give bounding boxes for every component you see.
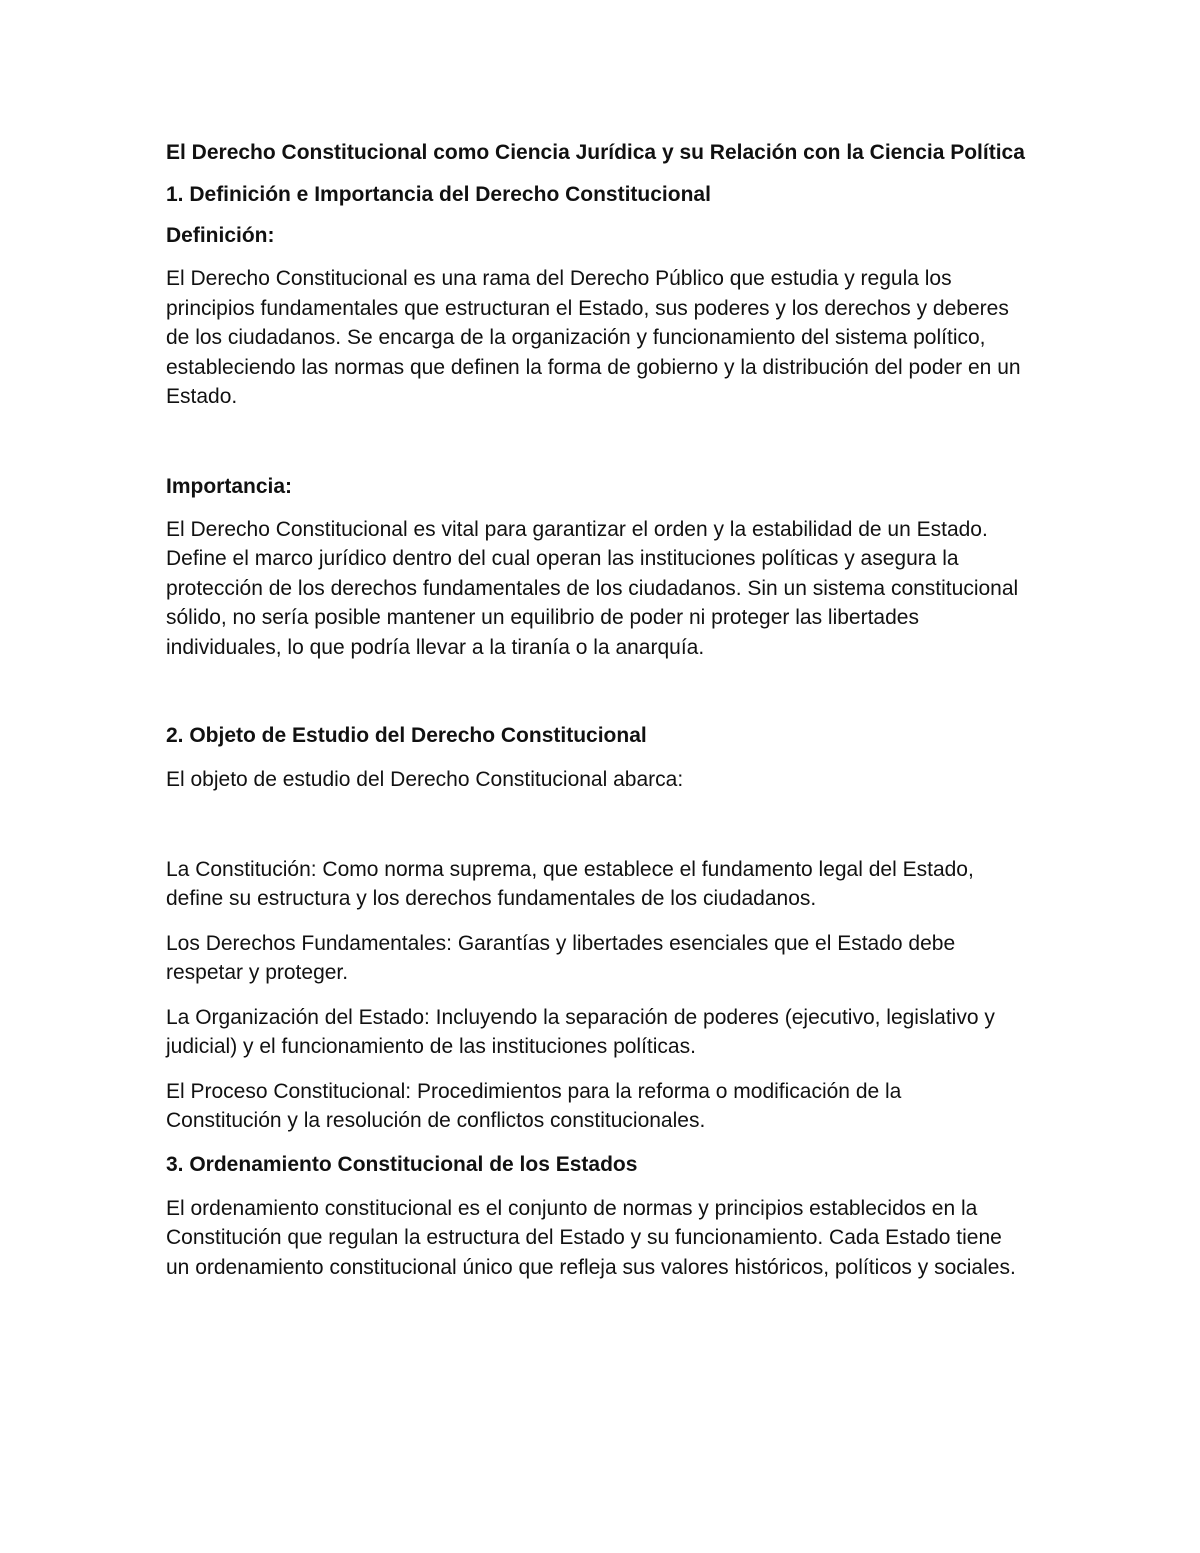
list-item: La Organización del Estado: Incluyendo la separación de poderes (ejecutivo, legislativo y judicial) y el funcionamiento de las instituciones políticas. — [166, 1005, 995, 1058]
definition-label: Definición: — [166, 224, 275, 247]
section-3-paragraph: El ordenamiento constitucional es el conjunto de normas y principios establecidos en la Constitución que regulan la estructura del Estado y su funcionamiento. Cada Estado tiene un ordenamiento constitucional único que refleja sus valores históricos, políticos y sociales. — [166, 1196, 1016, 1279]
importance-label: Importancia: — [166, 474, 293, 498]
document-page — [166, 138, 1046, 1282]
definition-paragraph: El Derecho Constitucional es una rama del Derecho Público que estudia y regula los principios fundamentales que estructuran el Estado, sus poderes y los derechos y deberes de los ciudadanos. Se encarga de la organización y funcionamiento del sistema político, estableciendo las normas que definen la forma de gobierno y la distribución del poder en un Estado. — [166, 267, 1021, 408]
section-1-heading: 1. Definición e Importancia del Derecho Constitucional — [166, 183, 711, 206]
list-item: El Proceso Constitucional: Procedimientos para la reforma o modificación de la Constitución y la resolución de conflictos constitucionales. — [166, 1079, 902, 1132]
section-2-heading: 2. Objeto de Estudio del Derecho Constitucional — [166, 724, 647, 747]
list-item: Los Derechos Fundamentales: Garantías y libertades esenciales que el Estado debe respetar y proteger. — [166, 931, 956, 984]
importance-paragraph: El Derecho Constitucional es vital para garantizar el orden y la estabilidad de un Estado. Define el marco jurídico dentro del cual operan las instituciones políticas y asegura la protección de los derechos fundamentales de los ciudadanos. Sin un sistema constitucional sólido, no sería posible mantener un equilibrio de poder ni proteger las libertades individuales, lo que podría llevar a la tiranía o la anarquía. — [166, 517, 1019, 659]
section-2-intro: El objeto de estudio del Derecho Constitucional abarca: — [166, 768, 684, 791]
section-3-heading: 3. Ordenamiento Constitucional de los Estados — [166, 1152, 638, 1176]
document-title: El Derecho Constitucional como Ciencia Jurídica y su Relación con la Ciencia Política — [166, 141, 1025, 164]
list-item: La Constitución: Como norma suprema, que establece el fundamento legal del Estado, define su estructura y los derechos fundamentales de los ciudadanos. — [166, 857, 974, 910]
